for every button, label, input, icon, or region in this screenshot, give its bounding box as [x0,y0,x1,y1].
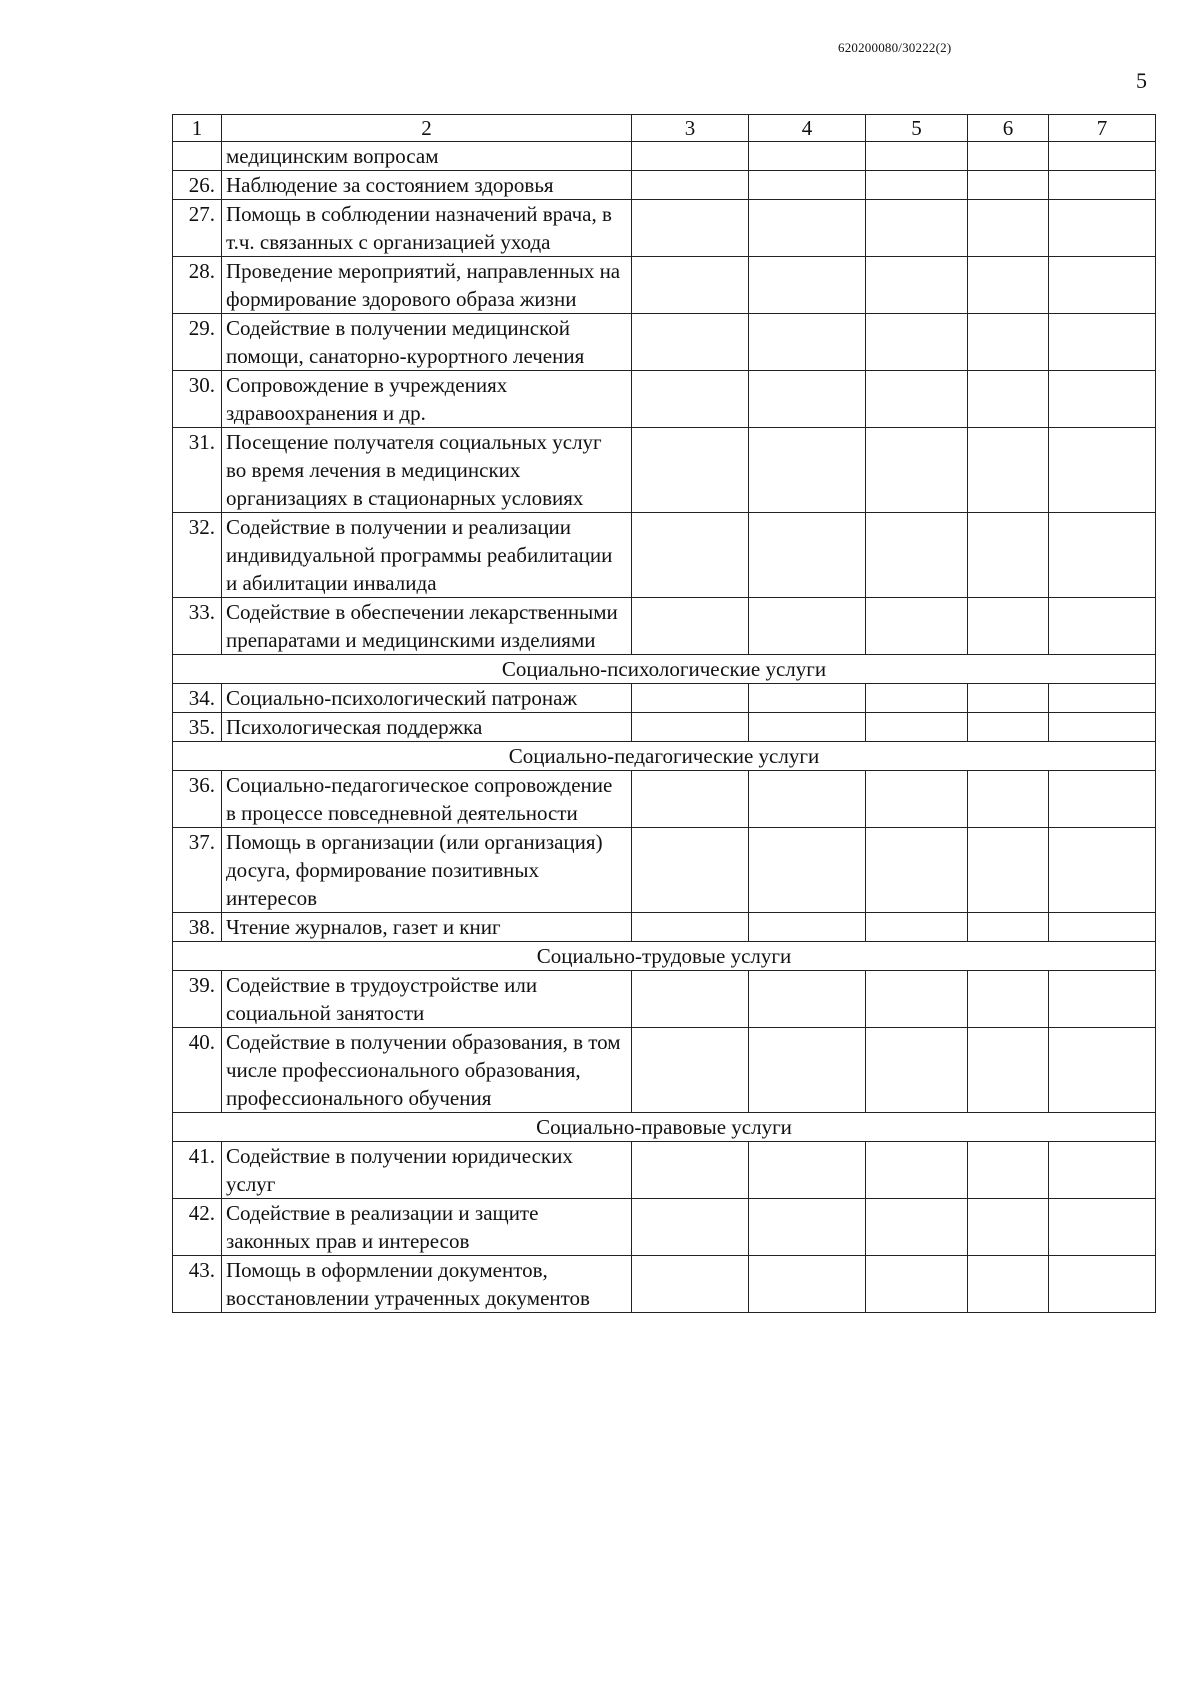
table-row [173,142,1156,171]
empty-cell [749,828,866,913]
empty-cell [1049,1256,1156,1313]
table-row [173,1199,1156,1256]
empty-cell [749,913,866,942]
document-id: 620200080/30222(2) [838,40,952,55]
section-title: Социально-правовые услуги [173,1113,1156,1142]
table-row [173,257,1156,314]
row-number: 33. [173,598,222,655]
section-row [173,942,1156,971]
empty-cell [866,142,968,171]
row-number: 38. [173,913,222,942]
empty-cell [1049,1199,1156,1256]
empty-cell [968,371,1049,428]
service-name: Содействие в реализации и защите законных прав и интересов [222,1199,632,1256]
table-row [173,828,1156,913]
section-title: Социально-трудовые услуги [173,942,1156,971]
table-row [173,713,1156,742]
table-header-row [173,115,1156,142]
empty-cell [749,598,866,655]
service-name: Содействие в трудоустройстве или социальной занятости [222,971,632,1028]
empty-cell [632,713,749,742]
empty-cell [968,200,1049,257]
empty-cell [749,771,866,828]
row-number [173,142,222,171]
empty-cell [632,1199,749,1256]
column-header: 5 [866,115,968,142]
empty-cell [866,828,968,913]
empty-cell [632,684,749,713]
service-name: Помощь в соблюдении назначений врача, в т.ч. связанных с организацией ухода [222,200,632,257]
empty-cell [1049,314,1156,371]
empty-cell [866,1199,968,1256]
service-name: Содействие в получении образования, в том числе профессионального образования, профессионального обучения [222,1028,632,1113]
section-title: Социально-педагогические услуги [173,742,1156,771]
table-row [173,1142,1156,1199]
service-name: Содействие в получении юридических услуг [222,1142,632,1199]
empty-cell [968,1256,1049,1313]
service-name: Проведение мероприятий, направленных на формирование здорового образа жизни [222,257,632,314]
empty-cell [968,971,1049,1028]
empty-cell [968,684,1049,713]
empty-cell [1049,771,1156,828]
table-row [173,598,1156,655]
service-name: Содействие в получении медицинской помощи, санаторно-курортного лечения [222,314,632,371]
table-row [173,200,1156,257]
empty-cell [632,971,749,1028]
empty-cell [866,314,968,371]
empty-cell [866,1028,968,1113]
empty-cell [632,828,749,913]
empty-cell [1049,1028,1156,1113]
row-number: 41. [173,1142,222,1199]
empty-cell [866,428,968,513]
empty-cell [1049,913,1156,942]
empty-cell [968,257,1049,314]
services-table [172,114,1156,1313]
empty-cell [1049,1142,1156,1199]
row-number: 36. [173,771,222,828]
table-row [173,171,1156,200]
empty-cell [749,684,866,713]
section-row [173,742,1156,771]
empty-cell [866,713,968,742]
table-row [173,371,1156,428]
empty-cell [866,913,968,942]
service-name: Помощь в оформлении документов, восстановлении утраченных документов [222,1256,632,1313]
empty-cell [632,200,749,257]
empty-cell [1049,371,1156,428]
column-header: 4 [749,115,866,142]
empty-cell [866,771,968,828]
empty-cell [968,598,1049,655]
empty-cell [1049,257,1156,314]
row-number: 30. [173,371,222,428]
empty-cell [632,142,749,171]
row-number: 31. [173,428,222,513]
empty-cell [968,713,1049,742]
empty-cell [632,1142,749,1199]
empty-cell [866,200,968,257]
empty-cell [968,913,1049,942]
row-number: 40. [173,1028,222,1113]
empty-cell [749,200,866,257]
table-body [173,115,1156,1313]
page-number: 5 [1136,68,1147,93]
row-number: 35. [173,713,222,742]
empty-cell [632,371,749,428]
empty-cell [968,828,1049,913]
table-row [173,1028,1156,1113]
service-name: Посещение получателя социальных услуг во время лечения в медицинских организациях в стационарных условиях [222,428,632,513]
row-number: 26. [173,171,222,200]
section-row [173,655,1156,684]
empty-cell [632,598,749,655]
empty-cell [866,598,968,655]
row-number: 37. [173,828,222,913]
empty-cell [632,1256,749,1313]
empty-cell [866,171,968,200]
column-header: 3 [632,115,749,142]
empty-cell [749,371,866,428]
service-name: Психологическая поддержка [222,713,632,742]
row-number: 27. [173,200,222,257]
empty-cell [968,314,1049,371]
column-header: 7 [1049,115,1156,142]
row-number: 43. [173,1256,222,1313]
empty-cell [968,1028,1049,1113]
service-name: Социально-педагогическое сопровождение в процессе повседневной деятельности [222,771,632,828]
empty-cell [866,257,968,314]
service-name: медицинским вопросам [222,142,632,171]
empty-cell [1049,828,1156,913]
empty-cell [968,513,1049,598]
row-number: 34. [173,684,222,713]
table-row [173,314,1156,371]
service-name: Наблюдение за состоянием здоровья [222,171,632,200]
empty-cell [632,1028,749,1113]
empty-cell [968,171,1049,200]
empty-cell [632,171,749,200]
empty-cell [632,257,749,314]
empty-cell [749,1028,866,1113]
empty-cell [749,971,866,1028]
row-number: 42. [173,1199,222,1256]
empty-cell [968,142,1049,171]
empty-cell [749,428,866,513]
row-number: 32. [173,513,222,598]
empty-cell [968,771,1049,828]
empty-cell [1049,428,1156,513]
empty-cell [968,1142,1049,1199]
column-header: 2 [222,115,632,142]
empty-cell [968,428,1049,513]
empty-cell [749,1199,866,1256]
empty-cell [1049,200,1156,257]
empty-cell [1049,684,1156,713]
service-name: Помощь в организации (или организация) досуга, формирование позитивных интересов [222,828,632,913]
table-row [173,971,1156,1028]
empty-cell [1049,142,1156,171]
section-title: Социально-психологические услуги [173,655,1156,684]
empty-cell [749,513,866,598]
column-header: 6 [968,115,1049,142]
table-row [173,513,1156,598]
empty-cell [632,314,749,371]
section-row [173,1113,1156,1142]
empty-cell [749,1142,866,1199]
empty-cell [866,1256,968,1313]
service-name: Содействие в получении и реализации индивидуальной программы реабилитации и абилитации инвалида [222,513,632,598]
service-name: Чтение журналов, газет и книг [222,913,632,942]
table-row [173,684,1156,713]
empty-cell [866,971,968,1028]
empty-cell [632,771,749,828]
empty-cell [1049,971,1156,1028]
table-row [173,428,1156,513]
empty-cell [749,1256,866,1313]
empty-cell [749,257,866,314]
row-number: 29. [173,314,222,371]
empty-cell [1049,171,1156,200]
empty-cell [632,513,749,598]
empty-cell [866,371,968,428]
empty-cell [866,1142,968,1199]
empty-cell [749,142,866,171]
empty-cell [749,171,866,200]
service-name: Социально-психологический патронаж [222,684,632,713]
table-row [173,771,1156,828]
service-name: Сопровождение в учреждениях здравоохранения и др. [222,371,632,428]
empty-cell [968,1199,1049,1256]
service-name: Содействие в обеспечении лекарственными препаратами и медицинскими изделиями [222,598,632,655]
empty-cell [749,314,866,371]
row-number: 28. [173,257,222,314]
empty-cell [866,513,968,598]
table-row [173,913,1156,942]
empty-cell [749,713,866,742]
empty-cell [632,913,749,942]
empty-cell [1049,513,1156,598]
empty-cell [1049,598,1156,655]
row-number: 39. [173,971,222,1028]
empty-cell [632,428,749,513]
column-header: 1 [173,115,222,142]
empty-cell [1049,713,1156,742]
empty-cell [866,684,968,713]
table-row [173,1256,1156,1313]
